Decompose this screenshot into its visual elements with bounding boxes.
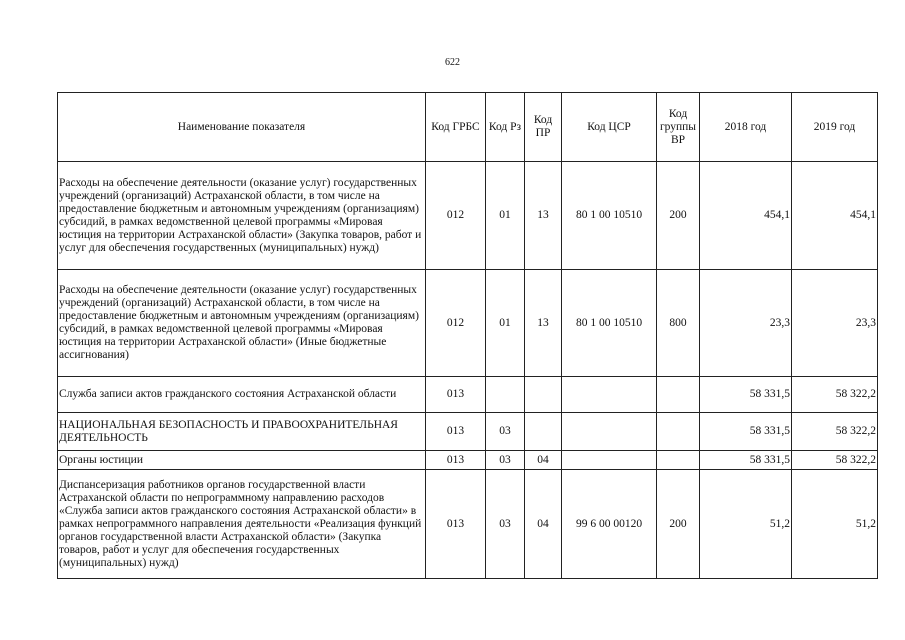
row-csr — [562, 413, 657, 451]
row-2019: 58 322,2 — [792, 413, 878, 451]
header-name: Наименование показателя — [58, 93, 426, 162]
row-pr: 13 — [525, 270, 562, 377]
row-rz — [486, 377, 525, 413]
row-vr — [657, 413, 700, 451]
row-grbs: 013 — [426, 413, 486, 451]
budget-table — [57, 92, 878, 579]
row-2019: 454,1 — [792, 162, 878, 270]
row-pr: 04 — [525, 451, 562, 470]
row-rz: 03 — [486, 451, 525, 470]
table-row — [58, 162, 878, 270]
row-csr: 99 6 00 00120 — [562, 470, 657, 579]
row-pr: 13 — [525, 162, 562, 270]
row-vr — [657, 451, 700, 470]
row-grbs: 013 — [426, 470, 486, 579]
row-name: Расходы на обеспечение деятельности (оказание услуг) государственных учреждений (организаций) Астраханской области, в том числе на предоставление бюджетным и автономным учреждениям (организациям) субсидий, в рамках ведомственной целевой программы «Мировая юстиция на территории Астраханской области» (Иные бюджетные ассигнования) — [58, 270, 426, 377]
row-vr — [657, 377, 700, 413]
page-number: 622 — [445, 57, 460, 68]
header-2018: 2018 год — [700, 93, 792, 162]
row-rz: 01 — [486, 270, 525, 377]
row-2018: 51,2 — [700, 470, 792, 579]
row-2018: 454,1 — [700, 162, 792, 270]
row-name: Органы юстиции — [58, 451, 426, 470]
row-rz: 03 — [486, 413, 525, 451]
header-csr: Код ЦСР — [562, 93, 657, 162]
row-name: Диспансеризация работников органов государственной власти Астраханской области по непрограммному направлению расходов «Служба записи актов гражданского состояния Астраханской области» в рамках непрограммного направления деятельности «Реализация функций органов государственной власти Астраханской области» (Закупка товаров, работ и услуг для обеспечения государственных (муниципальных) нужд) — [58, 470, 426, 579]
row-grbs: 013 — [426, 451, 486, 470]
row-2018: 58 331,5 — [700, 413, 792, 451]
row-vr: 200 — [657, 470, 700, 579]
table-row — [58, 270, 878, 377]
row-rz: 03 — [486, 470, 525, 579]
row-rz: 01 — [486, 162, 525, 270]
row-pr — [525, 377, 562, 413]
row-2019: 51,2 — [792, 470, 878, 579]
header-grbs: Код ГРБС — [426, 93, 486, 162]
row-2019: 58 322,2 — [792, 451, 878, 470]
row-2018: 23,3 — [700, 270, 792, 377]
header-rz: Код Рз — [486, 93, 525, 162]
row-name: Служба записи актов гражданского состояния Астраханской области — [58, 377, 426, 413]
table-header-row — [58, 93, 878, 162]
row-grbs: 012 — [426, 270, 486, 377]
row-grbs: 012 — [426, 162, 486, 270]
row-csr — [562, 451, 657, 470]
row-2019: 23,3 — [792, 270, 878, 377]
row-name: Расходы на обеспечение деятельности (оказание услуг) государственных учреждений (организаций) Астраханской области, в том числе на предоставление бюджетным и автономным учреждениям (организациям) субсидий, в рамках ведомственной целевой программы «Мировая юстиция на территории Астраханской области» (Закупка товаров, работ и услуг для обеспечения государственных (муниципальных) нужд) — [58, 162, 426, 270]
table-row — [58, 413, 878, 451]
row-2018: 58 331,5 — [700, 377, 792, 413]
row-csr: 80 1 00 10510 — [562, 270, 657, 377]
row-csr — [562, 377, 657, 413]
row-pr — [525, 413, 562, 451]
header-pr: Код ПР — [525, 93, 562, 162]
table-row — [58, 470, 878, 579]
row-2019: 58 322,2 — [792, 377, 878, 413]
header-vr: Код группы ВР — [657, 93, 700, 162]
row-name: НАЦИОНАЛЬНАЯ БЕЗОПАСНОСТЬ И ПРАВООХРАНИТЕЛЬНАЯ ДЕЯТЕЛЬНОСТЬ — [58, 413, 426, 451]
row-grbs: 013 — [426, 377, 486, 413]
row-2018: 58 331,5 — [700, 451, 792, 470]
row-vr: 800 — [657, 270, 700, 377]
row-vr: 200 — [657, 162, 700, 270]
header-2019: 2019 год — [792, 93, 878, 162]
row-csr: 80 1 00 10510 — [562, 162, 657, 270]
row-pr: 04 — [525, 470, 562, 579]
table-row — [58, 377, 878, 413]
table-row — [58, 451, 878, 470]
